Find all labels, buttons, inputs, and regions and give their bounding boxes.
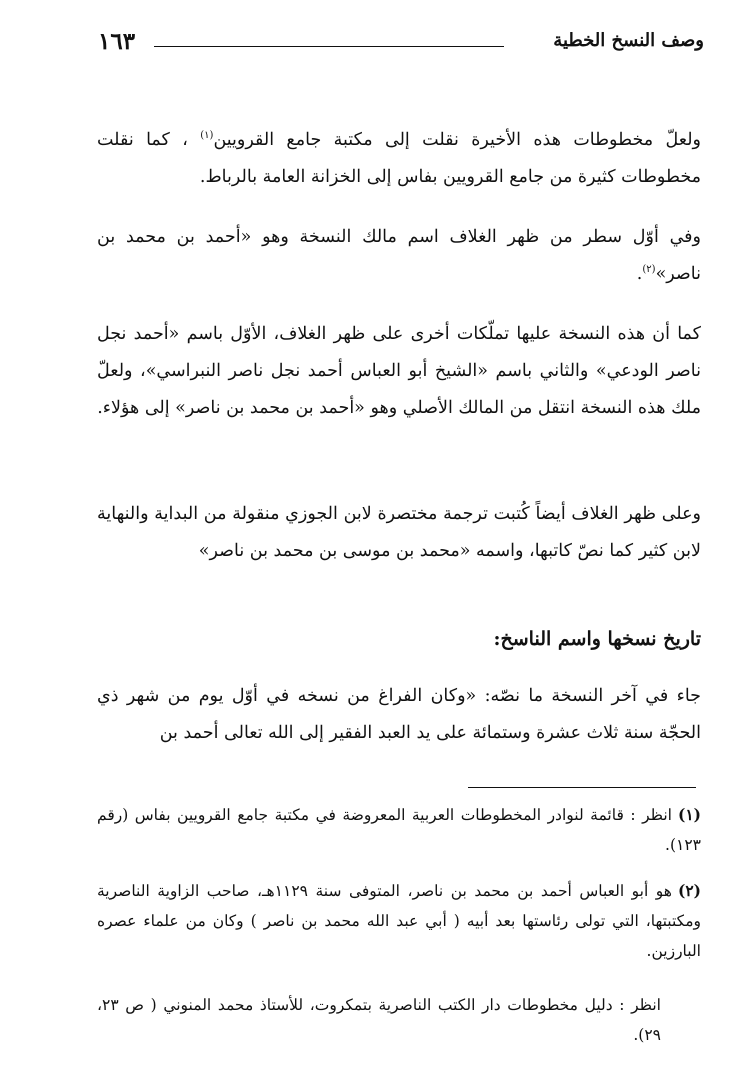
footnote-1 — [97, 800, 701, 860]
footnote-2-marker: (٢) — [677, 881, 701, 900]
paragraph-1 — [97, 122, 701, 196]
footnote-2-text: هو أبو العباس أحمد بن محمد بن ناصر، المتوفى سنة ١١٢٩هـ، صاحب الزاوية الناصرية ومكتبتها، التي تولى رئاستها بعد أبيه ( أبي عبد الله محمد بن ناصر ) وكان من علماء عصره البارزين. — [97, 882, 701, 960]
footnote-ref-1[interactable]: (١) — [200, 130, 214, 142]
header-rule — [154, 46, 504, 47]
paragraph-2-text-after: . — [636, 264, 643, 284]
paragraph-4: وعلى ظهر الغلاف أيضاً كُتبت ترجمة مختصرة لابن الجوزي منقولة من البداية والنهاية لابن كثير كما نصّ كاتبها، واسمه «محمد بن موسى بن محمد بن ناصر» — [97, 504, 701, 561]
footnote-2-continuation: انظر : دليل مخطوطات دار الكتب الناصرية بتمكروت، للأستاذ محمد المنوني ( ص ٢٣، ٢٩). — [97, 996, 661, 1044]
page-number: ١٦٣ — [98, 28, 136, 55]
footnote-1-text: انظر : قائمة لنوادر المخطوطات العربية المعروضة في مكتبة جامع القرويين بفاس (رقم ١٢٣). — [97, 806, 701, 854]
footnote-separator — [468, 787, 696, 788]
running-title: وصف النسخ الخطية — [553, 30, 704, 51]
section-heading: تاريخ نسخها واسم الناسخ: — [493, 628, 701, 650]
paragraph-3: كما أن هذه النسخة عليها تملّكات أخرى على ظهر الغلاف، الأوّل باسم «أحمد نجل ناصر الودعي» والثاني باسم «الشيخ أبو العباس أحمد نجل ناصر النبراسي»، ولعلّ ملك هذه النسخة انتقل من المالك الأصلي وهو «أحمد بن محمد بن ناصر» إلى هؤلاء. — [97, 324, 701, 418]
paragraph-2-text: وفي أوّل سطر من ظهر الغلاف اسم مالك النسخة وهو «أحمد بن محمد بن ناصر» — [97, 227, 701, 284]
paragraph-1-text: ولعلّ مخطوطات هذه الأخيرة نقلت إلى مكتبة جامع القرويين — [213, 130, 701, 150]
paragraph-5: جاء في آخر النسخة ما نصّه: «وكان الفراغ من نسخه في أوّل يوم من شهر ذي الحجّة سنة ثلاث عشرة وستمائة على يد العبد الفقير إلى الله تعالى أحمد بن — [97, 686, 701, 743]
footnote-1-marker: (١) — [677, 805, 701, 824]
paragraph-1-text-after: ، كما نقلت مخطوطات كثيرة من جامع القرويين بفاس إلى الخزانة العامة بالرباط. — [97, 130, 701, 187]
page-header — [92, 28, 704, 68]
footnote-2 — [97, 876, 701, 966]
footnote-ref-2[interactable]: (٢) — [642, 264, 656, 276]
paragraph-2 — [97, 219, 701, 293]
